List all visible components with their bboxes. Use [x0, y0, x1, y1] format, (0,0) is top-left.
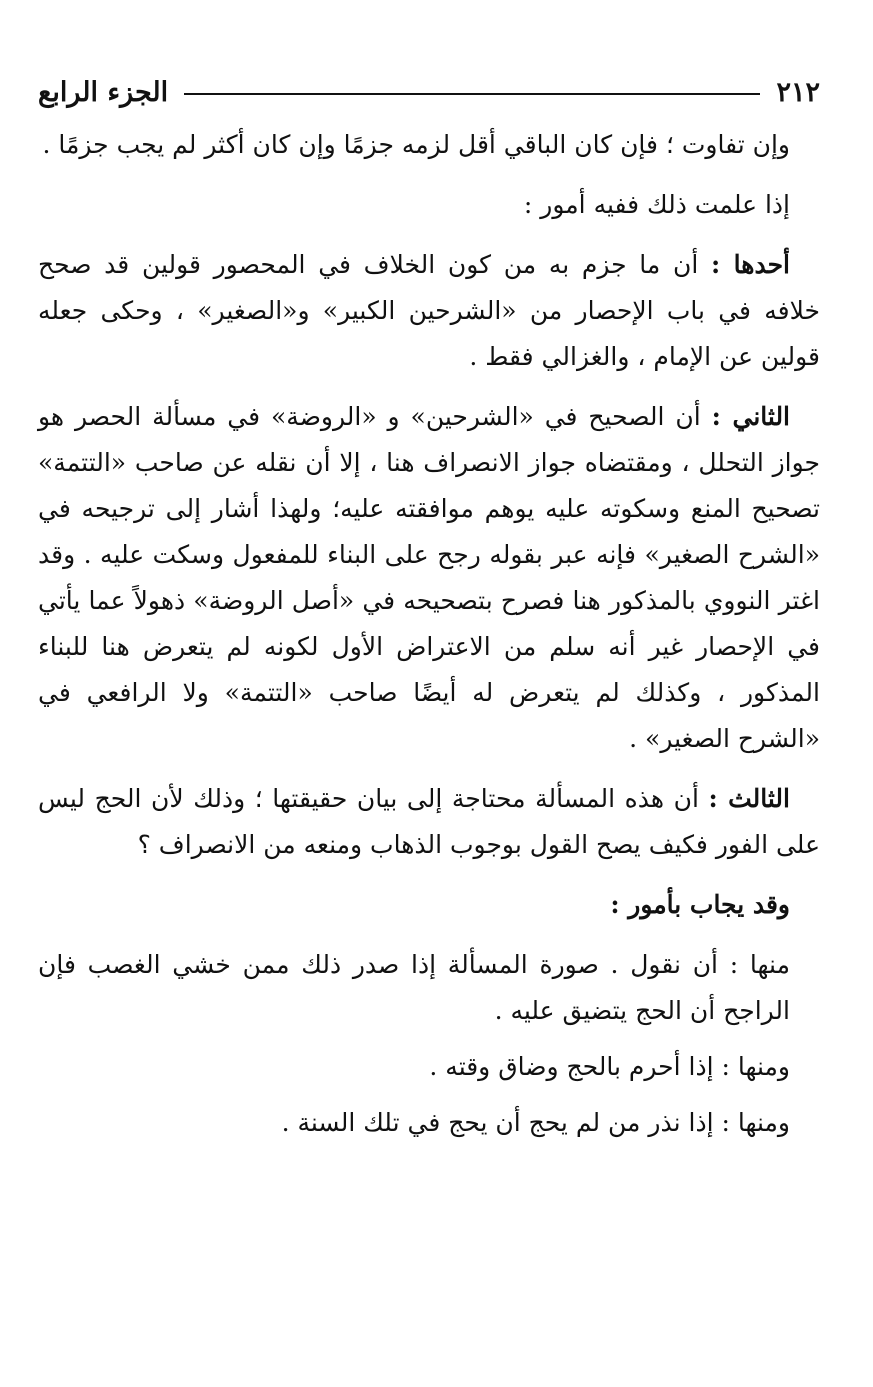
running-title: الجزء الرابع [38, 76, 169, 108]
running-header [38, 70, 820, 114]
answer-item-2: ومنها : إذا أحرم بالحج وضاق وقته . [429, 1052, 790, 1081]
second-point-text: أن الصحيح في «الشرحين» و «الروضة» في مسألة الحصر هو جواز التحلل ، ومقتضاه جواز الانصراف هنا ، إلا أن نقله عن صاحب «التتمة» تصحيح المنع وسكوته عليه يوهم موافقته عليه؛ ولهذا أشار إلى ترجيحه في «الشرح الصغير» فإنه عبر بقوله رجح على البناء للمفعول وسكت عليه . وقد اغتر النووي بالمذكور هنا فصرح بتصحيحه في «أصل الروضة» ذهولاً عما يأتي في الإحصار غير أنه سلم من الاعتراض الأول لكونه لم يتعرض هنا للبناء المذكور ، وكذلك لم يتعرض له أيضًا صاحب «التتمة» ولا الرافعي في «الشرح الصغير» . [38, 402, 820, 753]
page-number: ٢١٢ [776, 76, 820, 108]
paragraph-continuation: وإن تفاوت ؛ فإن كان الباقي أقل لزمه جزمًا وإن كان أكثر لم يجب جزمًا . [42, 130, 790, 159]
paragraph-third-point [38, 776, 820, 868]
answer-item-3: ومنها : إذا نذر من لم يحج أن يحج في تلك السنة . [281, 1108, 790, 1137]
paragraph-second-point [38, 394, 820, 762]
first-point-label: أحدها : [710, 250, 790, 279]
paragraph-intro: إذا علمت ذلك ففيه أمور : [523, 190, 790, 219]
second-point-label: الثاني : [711, 402, 791, 431]
paragraph-first-point [38, 242, 820, 380]
section-heading: وقد يجاب بأمور : [610, 890, 790, 919]
header-rule [184, 93, 760, 95]
third-point-text: أن هذه المسألة محتاجة إلى بيان حقيقتها ؛ وذلك لأن الحج ليس على الفور فكيف يصح القول بوجوب الذهاب ومنعه من الانصراف ؟ [38, 784, 820, 859]
book-page [38, 70, 820, 1156]
first-point-text: أن ما جزم به من كون الخلاف في المحصور قولين قد صحح خلافه في باب الإحصار من «الشرحين الكبير» و«الصغير» ، وحكى جعله قولين عن الإمام ، والغزالي فقط . [38, 250, 820, 371]
answer-item-1: منها : أن نقول . صورة المسألة إذا صدر ذلك ممن خشي الغصب فإن الراجح أن الحج يتضيق عليه . [38, 950, 790, 1025]
third-point-label: الثالث : [708, 784, 790, 813]
